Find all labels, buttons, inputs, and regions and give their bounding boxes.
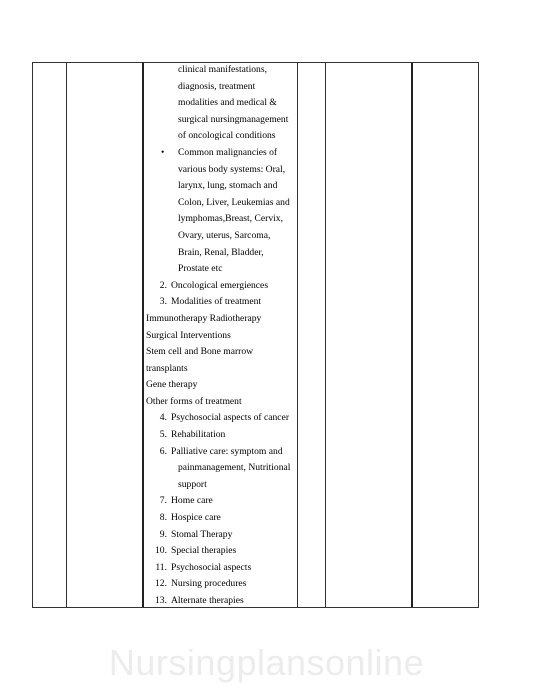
item-number: 10. [155,545,167,557]
item-text: Oncological emergiences [171,279,269,291]
column-divider [325,63,326,607]
item-text: Alternate therapies [171,595,244,606]
watermark: Nursingplansonline [108,642,425,683]
numbered-item [146,510,296,527]
continuation-line: Brain, Renal, Bladder, [178,246,264,258]
text-line: Stem cell and Bone marrow [146,346,254,358]
continuation-line: support [178,478,207,490]
item-number: 5. [159,429,167,441]
numbered-item [146,278,296,295]
continuation-line: various body systems: Oral, [178,163,286,175]
item-number: 12. [155,578,167,590]
continuation-line: Prostate etc [178,263,223,275]
content-column [146,62,296,610]
item-number: 9. [159,528,167,540]
text-line: transplants [146,362,188,374]
bullet-text: Common malignancies of [178,146,278,158]
continuation-line: surgical nursingmanagement [178,113,289,125]
text-line: Gene therapy [146,379,198,391]
continuation-line: larynx, lung, stomach and [178,180,278,192]
item-text: Psychosocial aspects of cancer [171,412,290,424]
item-text: Hospice care [171,512,221,524]
item-text: Modalities of treatment [171,296,262,308]
continuation-line: Colon, Liver, Leukemias and [178,196,290,208]
numbered-item [146,294,296,311]
item-number: 3. [159,296,167,308]
column-divider [297,63,298,607]
continuation-line: of oncological conditions [178,130,276,142]
item-text: Home care [171,495,213,507]
item-number: 6. [159,445,167,457]
bullet-icon: • [161,146,165,158]
continuation-line: lymphomas,Breast, Cervix, [178,213,283,225]
item-text: Palliative care: symptom and [171,445,283,457]
bullet-item [146,145,296,162]
column-divider [66,63,67,607]
item-number: 11. [155,561,167,573]
numbered-item [146,493,296,510]
continuation-line: painmanagement, Nutritional [178,462,291,474]
numbered-item [146,527,296,544]
item-number: 7. [159,495,167,507]
item-text: Psychosocial aspects [171,561,252,573]
item-number: 2. [159,279,167,291]
numbered-item [146,543,296,560]
item-number: 13. [155,595,167,606]
item-number: 4. [159,412,167,424]
numbered-item [146,560,296,577]
continuation-line: Ovary, uterus, Sarcoma, [178,229,271,241]
numbered-item [146,593,296,610]
text-line: Immunotherapy Radiotherapy [146,312,262,324]
numbered-item [146,427,296,444]
item-text: Special therapies [171,545,237,557]
continuation-line: modalities and medical & [178,97,277,109]
numbered-item [146,410,296,427]
continuation-line: clinical manifestations, [178,64,267,75]
item-number: 8. [159,512,167,524]
text-line: Surgical Interventions [146,329,231,341]
item-text: Rehabilitation [171,429,226,441]
continuation-line: diagnosis, treatment [178,80,256,92]
column-divider [142,63,144,607]
item-text: Stomal Therapy [171,528,233,540]
numbered-item [146,576,296,593]
numbered-item [146,444,296,461]
item-text: Nursing procedures [171,578,247,590]
column-divider [411,63,413,607]
text-line: Other forms of treatment [146,395,242,407]
